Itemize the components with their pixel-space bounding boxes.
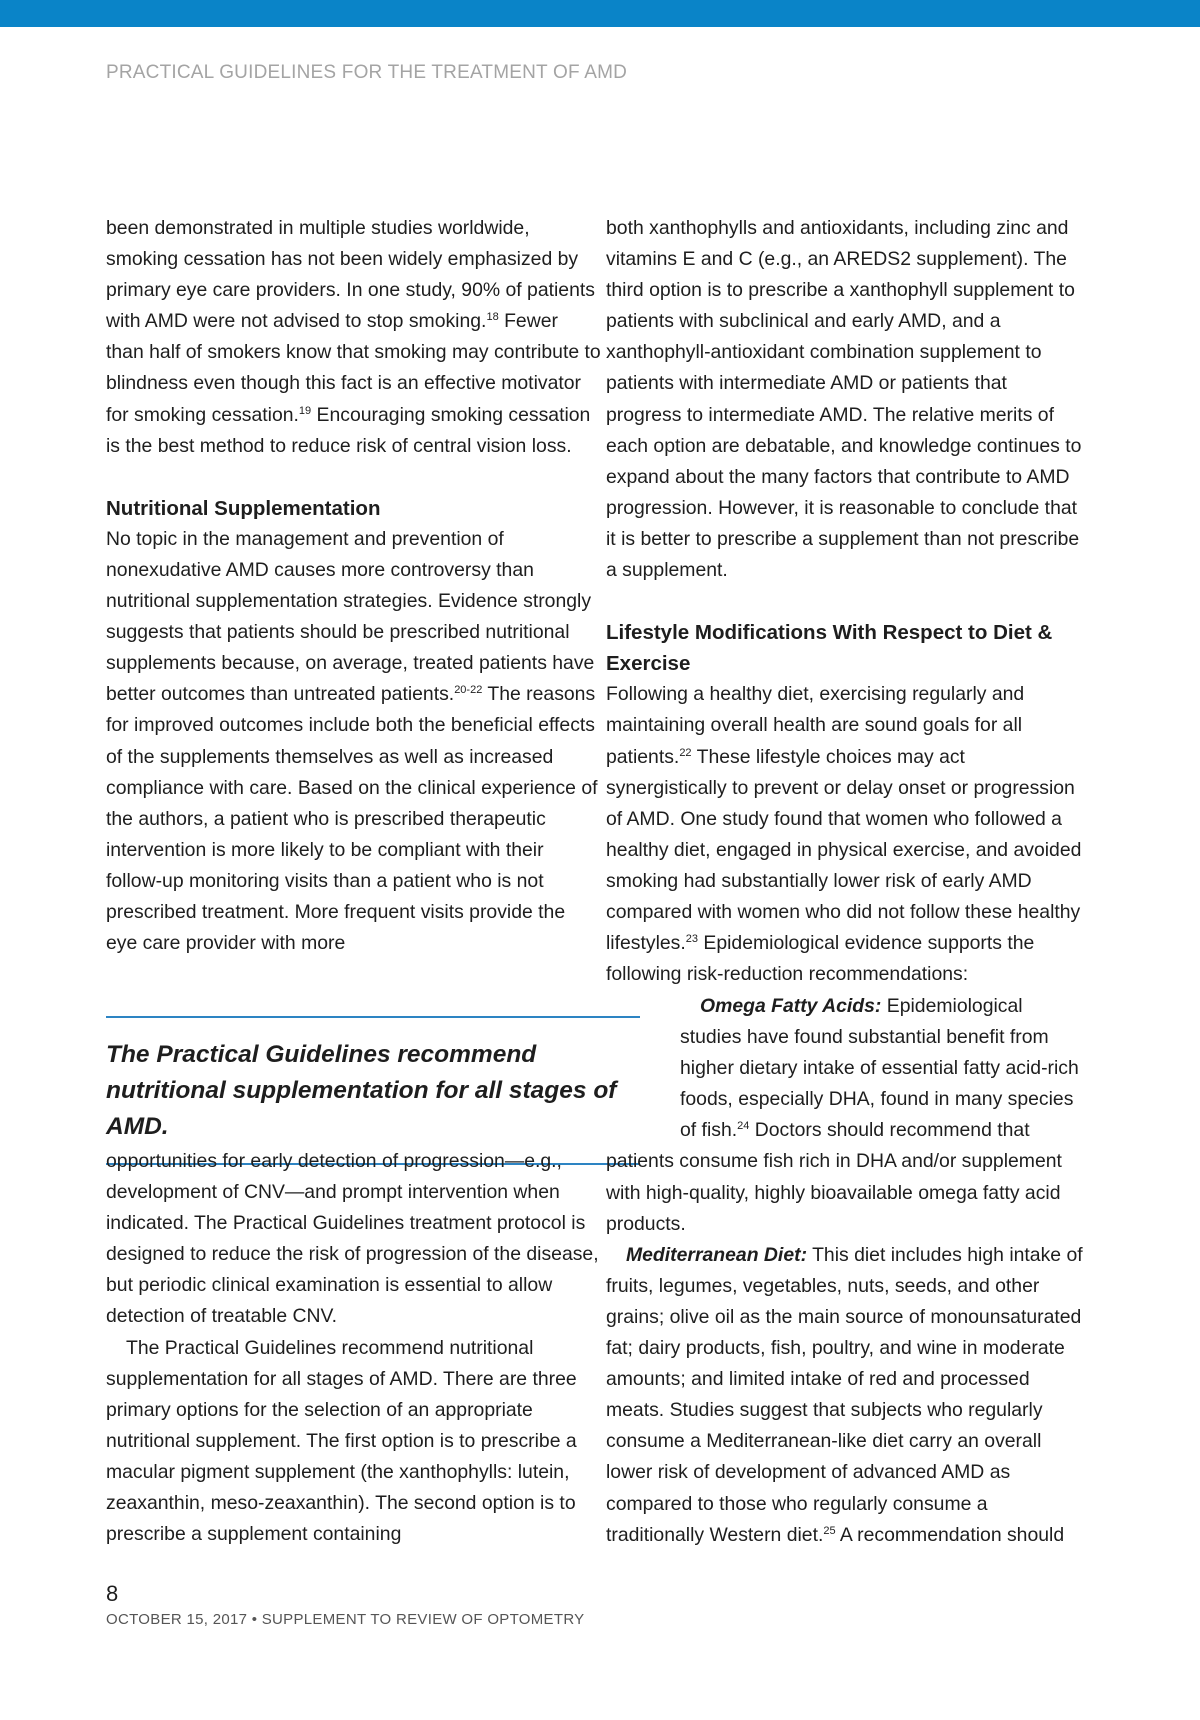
paragraph-omega-wrapped: Omega Fatty Acids: Epidemiological studies have found substantial benefit from higher dietary intake of essential fatty acid-rich foods, especially DHA, found in many species of fish.$^{24}$ Doctors should recommend that <box>680 995 1079 1142</box>
heading-nutritional-supplementation: Nutritional Supplementation <box>106 496 381 520</box>
citation: 20-22 <box>454 684 483 697</box>
run-in-mediterranean: Mediterranean Diet: <box>626 1243 808 1266</box>
paragraph-cnv-detection: opportunities for early detection of progression—e.g., development of CNV—and prompt intervention when indicated. The Practical Guidelines treatment protocol is designed to reduce the risk of progression of the disease, but periodic clinical examination is essential to allow detection of treatable CNV. <box>106 1150 599 1328</box>
citation: 24 <box>737 1120 750 1133</box>
top-accent-bar <box>0 0 1200 27</box>
left-column-top <box>106 213 601 959</box>
citation: 23 <box>685 933 698 946</box>
paragraph-nutrition: No topic in the management and prevention of nonexudative AMD causes more controversy than nutritional supplementation strategies. Evidence strongly suggests that patients should be prescribed nutritional supplements because, on average, treated patients have better outcomes than untreated patients.$^{20-22}$ The reasons for improved outcomes include both the beneficial effects of the supplements themselves as well as increased compliance with care. Based on the clinical experience of the authors, a patient who is prescribed therapeutic intervention is more likely to be compliant with their follow-up monitoring visits than a patient who is not prescribed treatment. More frequent visits provide the eye care provider with more <box>106 527 598 955</box>
paragraph-omega-continued: patients consume fish rich in DHA and/or supplement with high-quality, highly bioavailable omega fatty acid products. <box>606 1150 1062 1235</box>
paragraph-supplement-options: The Practical Guidelines recommend nutritional supplementation for all stages of AMD. There are three primary options for the selection of an appropriate nutritional supplement. The first option is to prescribe a macular pigment supplement (the xanthophylls: lutein, zeaxanthin, meso-zeaxanthin). The second option is to prescribe a supplement containing <box>106 1336 577 1546</box>
run-in-omega: Omega Fatty Acids: <box>700 995 882 1017</box>
heading-lifestyle-modifications: Lifestyle Modifications With Respect to Diet & Exercise <box>606 621 1053 676</box>
left-column-bottom <box>106 1146 601 1550</box>
paragraph-mediterranean: Mediterranean Diet: This diet includes high intake of fruits, legumes, vegetables, nuts, seeds, and other grains; olive oil as the main source of monounsaturated fat; dairy products, fish, poultry, and wine in moderate amounts; and limited intake of red and processed meats. Studies suggest that subjects who regularly consume a Mediterranean-like diet carry an overall lower risk of development of advanced AMD as compared to those who regularly consume a traditionally Western diet.$^{25}$ A recommendation should <box>606 1243 1083 1546</box>
running-head: PRACTICAL GUIDELINES FOR THE TREATMENT OF AMD <box>106 62 628 83</box>
pull-quote: The Practical Guidelines recommend nutritional supplementation for all stages of AMD. <box>106 1016 640 1165</box>
publication-footer: OCTOBER 15, 2017 • SUPPLEMENT TO REVIEW OF OPTOMETRY <box>106 1611 585 1628</box>
citation: 18 <box>486 311 499 324</box>
paragraph-supplement-continued: both xanthophylls and antioxidants, including zinc and vitamins E and C (e.g., an AREDS2 supplement). The third option is to prescribe a xanthophyll supplement to patients with subclinical and early AMD, and a xanthophyll-antioxidant combination supplement to patients with intermediate AMD or patients that progress to intermediate AMD. The relative merits of each option are debatable, and knowledge continues to expand about the many factors that contribute to AMD progression. However, it is reasonable to conclude that it is better to prescribe a supplement than not prescribe a supplement. <box>606 217 1082 582</box>
citation: 19 <box>298 404 312 417</box>
right-column-lower <box>606 991 1084 1551</box>
paragraph-smoking: been demonstrated in multiple studies worldwide, smoking cessation has not been widely emphasized by primary eye care providers. In one study, 90% of patients with AMD were not advised to stop smoking.$^{18}$ Fewer than half of smokers know that smoking may contribute to blindness even though this fact is an effective motivator for smoking cessation.$^{19}$ Encouraging smoking cessation is the best method to reduce risk of central vision loss. <box>106 217 601 457</box>
citation: 22 <box>679 746 692 759</box>
right-column <box>606 213 1086 990</box>
paragraph-lifestyle: Following a healthy diet, exercising regularly and maintaining overall health are sound goals for all patients.$^{22}$ These lifestyle choices may act synergistically to prevent or delay onset or progression of AMD. One study found that women who followed a healthy diet, engaged in physical exercise, and avoided smoking had substantially lower risk of early AMD compared with women who did not follow these healthy lifestyles.$^{23}$ Epidemiological evidence supports the following risk-reduction recommendations: <box>606 683 1082 986</box>
citation: 25 <box>823 1524 836 1537</box>
page-number: 8 <box>106 1581 119 1606</box>
